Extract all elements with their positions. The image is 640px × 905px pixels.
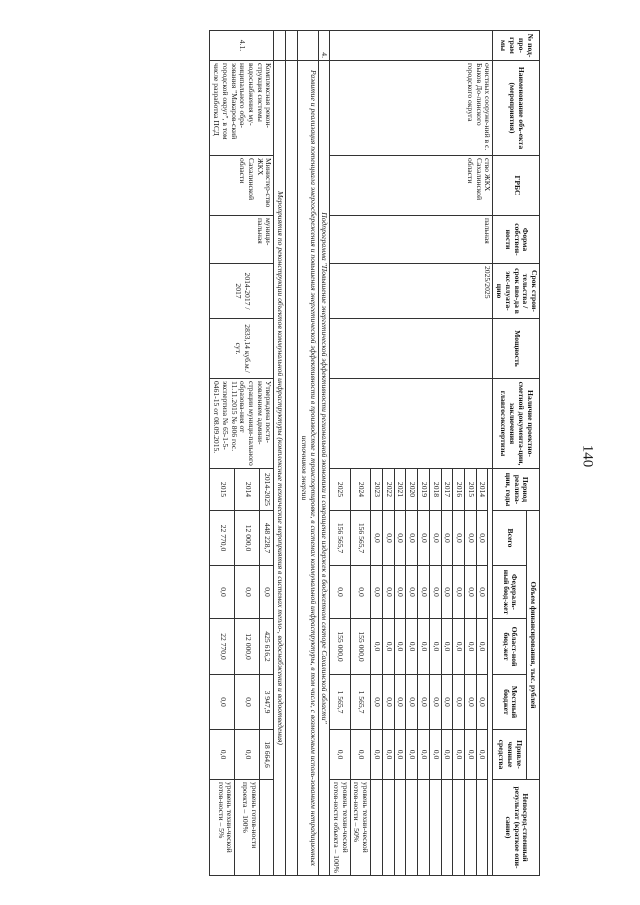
year-cell: 2018 [429, 469, 441, 511]
total-cell: 156 565,7 [350, 511, 370, 566]
federal-cell: 0,0 [418, 566, 430, 619]
blank-cell [286, 31, 298, 61]
page-number: 140 [579, 444, 596, 468]
local-cell: 1 565,7 [350, 675, 370, 730]
result-cell: уровень готов-ности проекта – 100% [235, 780, 260, 876]
total-cell: 448 228,7 [260, 511, 274, 566]
top-object-pse [330, 379, 493, 469]
year-cell: 2014 [476, 469, 488, 511]
year-cell: 2025 [330, 469, 350, 511]
regional-cell: 12 000,0 [235, 619, 260, 675]
total-cell: 22 770,0 [210, 511, 235, 566]
total-cell: 0,0 [382, 511, 394, 566]
regional-cell: 425 616,2 [260, 619, 274, 675]
other-cell: 0,0 [476, 730, 488, 780]
federal-cell: 0,0 [260, 566, 274, 619]
local-cell: 0,0 [453, 675, 465, 730]
header-total: Всего [493, 511, 526, 566]
top-object-ownership: пальная [330, 216, 493, 264]
other-cell: 18 664,6 [260, 730, 274, 780]
total-cell: 0,0 [429, 511, 441, 566]
federal-cell: 0,0 [476, 566, 488, 619]
section-4-number: 4. [318, 31, 330, 61]
object-4-1-number: 4.1. [210, 31, 274, 61]
other-cell: 0,0 [429, 730, 441, 780]
total-cell: 0,0 [371, 511, 383, 566]
year-cell: 2015 [464, 469, 476, 511]
total-cell: 0,0 [418, 511, 430, 566]
regional-cell: 155 000,0 [350, 619, 370, 675]
header-grbs: ГРБС [493, 156, 540, 216]
section-4-row [318, 31, 330, 876]
header-term: Срок строи-тельства / срок вво-да в экс-плуата-цию [493, 264, 540, 319]
section-4-title: Подпрограмма "Повышение энергетической эффективности региональной экономики и сокращение издержек в бюджетном секторе Сахалинской области" [318, 61, 330, 876]
header-funding: Объем финансирования, тыс. рублей [526, 511, 539, 780]
federal-cell: 0,0 [371, 566, 383, 619]
other-cell: 0,0 [453, 730, 465, 780]
top-object-first-row [488, 31, 493, 876]
header-ownership: Форма собствен-ности [493, 216, 540, 264]
year-cell: 2014 [235, 469, 260, 511]
header-period: Период реализа-ции, годы [493, 469, 540, 511]
regional-cell: 22 770,0 [210, 619, 235, 675]
header-regional: Област-ной бюд-жет [493, 619, 526, 675]
federal-cell: 0,0 [453, 566, 465, 619]
blank-row [286, 31, 298, 876]
measures-blank [274, 31, 286, 61]
federal-cell: 0,0 [330, 566, 350, 619]
federal-cell: 0,0 [441, 566, 453, 619]
regional-cell: 0,0 [382, 619, 394, 675]
header-row [526, 31, 539, 876]
regional-cell: 0,0 [441, 619, 453, 675]
federal-cell: 0,0 [210, 566, 235, 619]
regional-cell: 0,0 [394, 619, 406, 675]
top-object-no [330, 31, 493, 61]
other-cell: 0,0 [371, 730, 383, 780]
total-cell: 0,0 [441, 511, 453, 566]
local-cell: 0,0 [406, 675, 418, 730]
regional-cell: 155 000,0 [330, 619, 350, 675]
local-cell: 0,0 [441, 675, 453, 730]
total-cell: 0,0 [394, 511, 406, 566]
measures-row [274, 31, 286, 876]
year-cell: 2020 [406, 469, 418, 511]
other-cell: 0,0 [330, 730, 350, 780]
year-cell: 2024 [350, 469, 370, 511]
total-cell: 156 565,7 [330, 511, 350, 566]
blank-cell [286, 61, 298, 876]
local-cell: 0,0 [235, 675, 260, 730]
local-cell: 0,0 [371, 675, 383, 730]
other-cell: 0,0 [418, 730, 430, 780]
other-cell: 0,0 [394, 730, 406, 780]
year-cell: 2017 [441, 469, 453, 511]
regional-cell: 0,0 [476, 619, 488, 675]
header-capacity: Мощность [493, 319, 540, 379]
header-name: Наименование объ-екта (мероприятия) [493, 61, 540, 156]
section-4-subtitle-row [298, 31, 318, 876]
top-object-name: очистных сооруже-ний в с. Быков До-линского городского округа [330, 61, 493, 156]
result-cell [382, 780, 394, 876]
other-cell: 0,0 [382, 730, 394, 780]
total-cell: 0,0 [406, 511, 418, 566]
year-cell: 2016 [453, 469, 465, 511]
year-cell: 2015 [210, 469, 235, 511]
federal-cell: 0,0 [406, 566, 418, 619]
funding-table [209, 30, 540, 876]
object-4-1-grbs: Министер-ство ЖКХ Сахалинской области [210, 156, 274, 216]
header-no: № под-про-грам мы [493, 31, 540, 61]
year-cell: 2023 [371, 469, 383, 511]
regional-cell: 0,0 [406, 619, 418, 675]
object-4-1-pse: Утверждена поста-новлением админи-страции муници-пального образова-ния от 11.11.2015 № 806 гос. экспертиза № 65-1-5-0461-15 от 08.09.2015. [210, 379, 274, 469]
local-cell: 3 947,9 [260, 675, 274, 730]
header-other: Привле-ченные средства [493, 730, 526, 780]
total-cell: 0,0 [453, 511, 465, 566]
local-cell: 0,0 [476, 675, 488, 730]
year-cell: 2019 [418, 469, 430, 511]
section-4-subtitle-blank [298, 31, 318, 61]
total-cell: 0,0 [476, 511, 488, 566]
local-cell: 1 565,7 [330, 675, 350, 730]
regional-cell: 0,0 [453, 619, 465, 675]
local-cell: 0,0 [382, 675, 394, 730]
top-object-term: 2025/2025 [330, 264, 493, 319]
header-pse: Наличие проектно-сметной документа-ции, заключения главгосэкспертизы [493, 379, 540, 469]
federal-cell: 0,0 [394, 566, 406, 619]
header-result: Непосред-ственный результат (краткое опи-сание) [493, 780, 540, 876]
year-cell: 2021 [394, 469, 406, 511]
top-object-capacity [330, 319, 493, 379]
result-cell: уровень техни-ческой готов-ности объекта – 100% [330, 780, 350, 876]
other-cell: 0,0 [210, 730, 235, 780]
local-cell: 0,0 [210, 675, 235, 730]
result-cell [394, 780, 406, 876]
object-4-1-name: Комплексная рекон-струкция системы водоснабжения му-ниципального обра-зования "Макаров-ский городской округ", в том числе разработка ПСД [210, 61, 274, 156]
local-cell: 0,0 [429, 675, 441, 730]
total-cell: 12 000,0 [235, 511, 260, 566]
result-cell [441, 780, 453, 876]
local-cell: 0,0 [464, 675, 476, 730]
header-federal: Федераль-ный бюд-жет [493, 566, 526, 619]
total-cell: 0,0 [464, 511, 476, 566]
object-4-1-term: 2014-2017 / 2017 [210, 264, 274, 319]
result-cell [371, 780, 383, 876]
result-cell [464, 780, 476, 876]
other-cell: 0,0 [406, 730, 418, 780]
federal-cell: 0,0 [464, 566, 476, 619]
measures-title: Мероприятия по реконструкции объектов коммунальной инфраструктуры (комплексные технические мероприятия в системах тепло-, водоснабжения и водоотведения) [274, 61, 286, 876]
other-cell: 0,0 [464, 730, 476, 780]
regional-cell: 0,0 [464, 619, 476, 675]
federal-cell: 0,0 [235, 566, 260, 619]
federal-cell: 0,0 [382, 566, 394, 619]
other-cell: 0,0 [350, 730, 370, 780]
regional-cell: 0,0 [418, 619, 430, 675]
result-cell [418, 780, 430, 876]
section-4-subtitle: Развитие и реализация потенциала энергосбережения и повышения энергетической эффективности в производстве и транспортировке, в системах коммунальной инфраструктуры, в том числе, с возможным исполь-зованием нетрадиционных источников энергии [298, 61, 318, 876]
federal-cell: 0,0 [350, 566, 370, 619]
header-local: Местный бюджет [493, 675, 526, 730]
local-cell: 0,0 [394, 675, 406, 730]
result-cell: уровень техни-ческой готов-ности – 5% [210, 780, 235, 876]
regional-cell: 0,0 [371, 619, 383, 675]
result-cell: уровень техни-ческой готов-ности – 50% [350, 780, 370, 876]
result-cell [429, 780, 441, 876]
year-cell: 2014-2025 [260, 469, 274, 511]
result-cell [260, 780, 274, 876]
result-cell [453, 780, 465, 876]
object-4-1-capacity: 2833,14 куб.м./сут. [210, 319, 274, 379]
object-4-1-first-row [260, 31, 274, 876]
federal-cell: 0,0 [429, 566, 441, 619]
result-cell [476, 780, 488, 876]
other-cell: 0,0 [235, 730, 260, 780]
other-cell: 0,0 [441, 730, 453, 780]
top-object-grbs: ство ЖКХ Сахалинской области [330, 156, 493, 216]
year-cell: 2022 [382, 469, 394, 511]
top-object-spacer [488, 469, 493, 876]
object-4-1-ownership: муници-пальная [210, 216, 274, 264]
result-cell [406, 780, 418, 876]
local-cell: 0,0 [418, 675, 430, 730]
regional-cell: 0,0 [429, 619, 441, 675]
